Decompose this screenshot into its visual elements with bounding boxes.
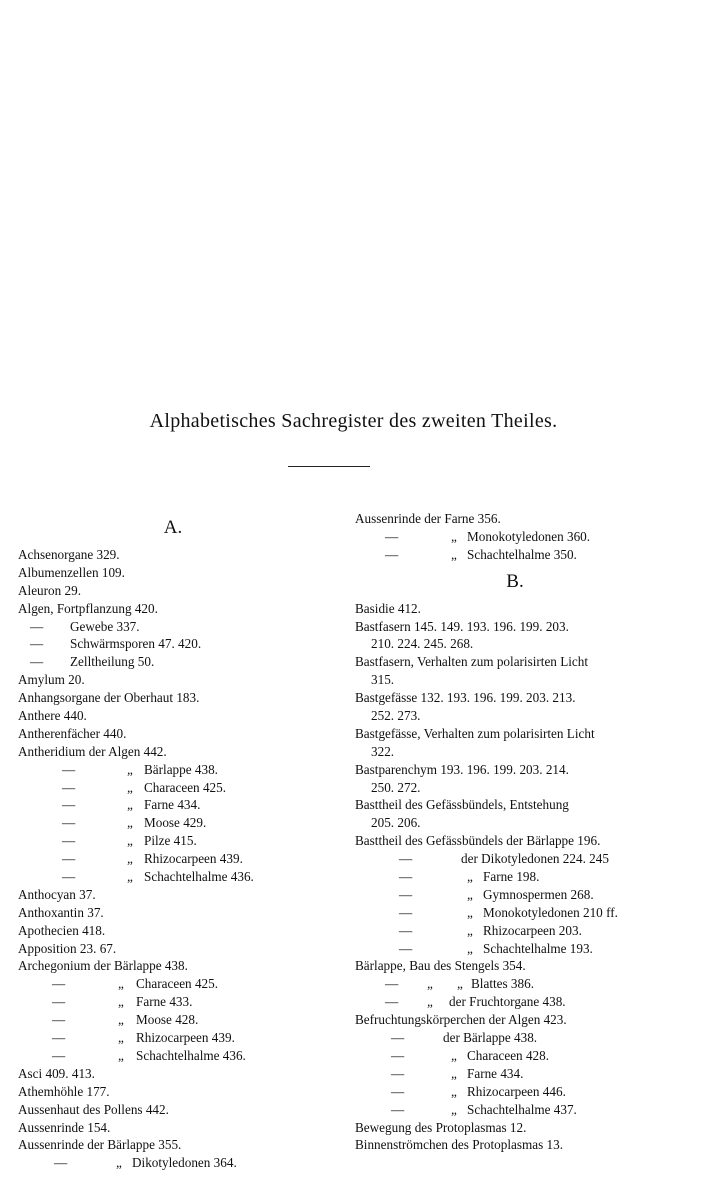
dash-mark: —	[385, 528, 399, 544]
index-subentry	[355, 975, 690, 993]
right-column	[355, 510, 690, 1154]
subentry-text: Farne 198.	[483, 869, 540, 885]
left-column	[18, 510, 338, 1172]
index-subentry	[18, 814, 338, 832]
subentry-text: Gymnospermen 268.	[483, 886, 594, 902]
index-subentry	[355, 1083, 690, 1101]
dash-mark: —	[62, 869, 76, 885]
dash-mark: —	[30, 636, 44, 652]
index-subentry	[355, 993, 690, 1011]
dash-mark: —	[391, 1030, 405, 1046]
index-entry: Anthere 440.	[18, 708, 87, 724]
ditto-mark: „	[451, 1101, 457, 1117]
index-entry: Befruchtungskörperchen der Algen 423.	[355, 1012, 567, 1028]
ditto-mark: „	[467, 922, 473, 938]
index-subentry	[18, 832, 338, 850]
index-subentry	[355, 1101, 690, 1119]
index-subentry	[18, 1047, 338, 1065]
index-entry: Aussenrinde der Farne 356.	[355, 511, 501, 526]
subentry-text: Characeen 425.	[136, 976, 219, 992]
subentry-text: Dikotyledonen 364.	[132, 1155, 237, 1171]
ditto-mark: „	[451, 528, 457, 544]
index-entry: Basidie 412.	[355, 600, 421, 616]
index-entry: Basttheil des Gefässbündels, Entstehung	[355, 797, 569, 813]
dash-mark: —	[52, 1047, 66, 1063]
index-subentry	[18, 850, 338, 868]
index-entry: Anthoxantin 37.	[18, 904, 104, 920]
subentry-text: Pilze 415.	[144, 833, 197, 849]
index-subentry	[355, 850, 690, 868]
index-subentry	[355, 904, 690, 922]
ditto-mark: „	[451, 546, 457, 562]
index-entry: Amylum 20.	[18, 672, 85, 688]
index-entry: Anthocyan 37.	[18, 886, 96, 902]
index-entry: Apposition 23. 67.	[18, 940, 117, 956]
dash-mark: —	[54, 1155, 68, 1171]
index-subentry	[355, 886, 690, 904]
subentry-text: Schachtelhalme 193.	[483, 940, 593, 956]
index-subentry	[18, 796, 338, 814]
dash-mark: —	[62, 761, 76, 777]
ditto-mark: „	[467, 940, 473, 956]
subentry-text: Schachtelhalme 437.	[467, 1101, 577, 1117]
ditto-mark: „	[118, 994, 124, 1010]
index-entry: Basttheil des Gefässbündels der Bärlappe 196.	[355, 833, 601, 849]
dash-mark: —	[62, 833, 76, 849]
subentry-text: Rhizocarpeen 439.	[136, 1030, 235, 1046]
dash-mark: —	[62, 815, 76, 831]
dash-mark: —	[391, 1065, 405, 1081]
subentry-text: Rhizocarpeen 203.	[483, 922, 582, 938]
index-subentry	[18, 618, 338, 636]
index-subentry	[18, 1029, 338, 1047]
ditto-mark: „	[118, 1012, 124, 1028]
index-entry: Apothecien 418.	[18, 922, 106, 938]
index-subentry	[18, 993, 338, 1011]
dash-mark: —	[399, 851, 413, 867]
index-entry: Bastfasern, Verhalten zum polarisirten Licht	[355, 654, 589, 670]
index-entry-continuation: 315.	[371, 672, 395, 688]
section-letter-a: A.	[163, 517, 183, 538]
subentry-text: Farne 433.	[136, 994, 193, 1010]
index-entry-continuation: 205. 206.	[371, 815, 421, 831]
ditto-mark: „	[127, 851, 133, 867]
ditto-mark: „	[127, 779, 133, 795]
subentry-text: Gewebe 337.	[70, 618, 140, 634]
dash-mark: —	[391, 1047, 405, 1063]
subentry-text: Schachtelhalme 350.	[467, 546, 577, 562]
index-entry: Anhangsorgane der Oberhaut 183.	[18, 690, 200, 706]
subentry-text: der Fruchtorgane 438.	[449, 994, 566, 1010]
subentry-text: Farne 434.	[144, 797, 201, 813]
index-subentry	[18, 761, 338, 779]
subentry-text: Blattes 386.	[471, 976, 535, 992]
index-entry: Achsenorgane 329.	[18, 547, 120, 562]
index-entry: Athemhöhle 177.	[18, 1083, 110, 1099]
ditto-mark: „	[451, 1065, 457, 1081]
subentry-text: Moose 428.	[136, 1012, 199, 1028]
subentry-text: Characeen 428.	[467, 1047, 550, 1063]
section-letter-b: B.	[506, 570, 524, 592]
index-subentry	[355, 1029, 690, 1047]
dash-mark: —	[399, 922, 413, 938]
index-subentry	[355, 922, 690, 940]
ditto-mark: „	[467, 886, 473, 902]
ditto-mark: „	[127, 833, 133, 849]
ditto-mark: „	[127, 869, 133, 885]
dash-mark: —	[52, 1012, 66, 1028]
ditto-mark: „	[457, 976, 463, 992]
index-subentry	[18, 635, 338, 653]
index-entry-continuation: 252. 273.	[371, 708, 421, 724]
ditto-mark: „	[118, 1030, 124, 1046]
index-entry: Antherenfächer 440.	[18, 725, 127, 741]
index-entry: Asci 409. 413.	[18, 1065, 95, 1081]
index-entry: Albumenzellen 109.	[18, 564, 125, 580]
index-subentry	[355, 1065, 690, 1083]
subentry-text: Schachtelhalme 436.	[144, 869, 254, 885]
subentry-text: Schwärmsporen 47. 420.	[70, 636, 202, 652]
subentry-text: Monokotyledonen 210 ff.	[483, 904, 618, 920]
subentry-text: Monokotyledonen 360.	[467, 528, 591, 544]
subentry-text: Farne 434.	[467, 1065, 524, 1081]
ditto-mark: „	[118, 976, 124, 992]
ditto-mark: „	[427, 994, 433, 1010]
ditto-mark: „	[127, 761, 133, 777]
index-entry: Bastfasern 145. 149. 193. 196. 199. 203.	[355, 618, 569, 634]
ditto-mark: „	[467, 904, 473, 920]
index-entry: Aleuron 29.	[18, 582, 81, 598]
dash-mark: —	[52, 976, 66, 992]
ditto-mark: „	[467, 869, 473, 885]
index-entry: Bastgefässe, Verhalten zum polarisirten Licht	[355, 725, 595, 741]
ditto-mark: „	[451, 1047, 457, 1063]
index-subentry	[18, 653, 338, 671]
dash-mark: —	[385, 994, 399, 1010]
dash-mark: —	[52, 1030, 66, 1046]
dash-mark: —	[62, 779, 76, 795]
dash-mark: —	[399, 869, 413, 885]
dash-mark: —	[391, 1101, 405, 1117]
dash-mark: —	[399, 940, 413, 956]
subentry-text: Characeen 425.	[144, 779, 227, 795]
index-subentry	[18, 868, 338, 886]
index-entry-continuation: 322.	[371, 743, 395, 759]
subentry-text: Moose 429.	[144, 815, 207, 831]
index-entry: Aussenrinde der Bärlappe 355.	[18, 1137, 182, 1153]
index-entry: Antheridium der Algen 442.	[18, 743, 167, 759]
dash-mark: —	[30, 654, 44, 670]
index-entry: Binnenströmchen des Protoplasmas 13.	[355, 1137, 564, 1153]
subentry-text: Zelltheilung 50.	[70, 654, 155, 670]
ditto-mark: „	[116, 1155, 122, 1171]
ditto-mark: „	[127, 815, 133, 831]
subentry-text: Schachtelhalme 436.	[136, 1047, 246, 1063]
index-subentry	[355, 546, 690, 564]
index-subentry	[355, 528, 690, 546]
index-entry-continuation: 210. 224. 245. 268.	[371, 636, 474, 652]
subentry-text: der Bärlappe 438.	[443, 1030, 538, 1046]
index-entry: Aussenrinde 154.	[18, 1119, 111, 1135]
ditto-mark: „	[427, 976, 433, 992]
dash-mark: —	[385, 976, 399, 992]
dash-mark: —	[385, 546, 399, 562]
index-entry: Algen, Fortpflanzung 420.	[18, 600, 158, 616]
ditto-mark: „	[451, 1083, 457, 1099]
index-subentry	[18, 975, 338, 993]
subentry-text: Rhizocarpeen 439.	[144, 851, 243, 867]
dash-mark: —	[52, 994, 66, 1010]
ditto-mark: „	[118, 1047, 124, 1063]
index-entry: Bewegung des Protoplasmas 12.	[355, 1119, 527, 1135]
dash-mark: —	[62, 797, 76, 813]
index-subentry	[355, 940, 690, 958]
index-subentry	[18, 779, 338, 797]
index-subentry	[355, 1047, 690, 1065]
title-rule	[288, 466, 370, 467]
index-entry-continuation: 250. 272.	[371, 779, 421, 795]
index-subentry	[18, 1011, 338, 1029]
dash-mark: —	[391, 1083, 405, 1099]
index-entry: Bärlappe, Bau des Stengels 354.	[355, 958, 526, 974]
index-entry: Bastparenchym 193. 196. 199. 203. 214.	[355, 761, 569, 777]
dash-mark: —	[399, 886, 413, 902]
ditto-mark: „	[127, 797, 133, 813]
dash-mark: —	[30, 618, 44, 634]
subentry-text: Rhizocarpeen 446.	[467, 1083, 566, 1099]
index-subentry	[355, 868, 690, 886]
index-entry: Bastgefässe 132. 193. 196. 199. 203. 213.	[355, 690, 576, 706]
index-entry: Aussenhaut des Pollens 442.	[18, 1101, 169, 1117]
index-entry: Archegonium der Bärlappe 438.	[18, 958, 188, 974]
dash-mark: —	[62, 851, 76, 867]
dash-mark: —	[399, 904, 413, 920]
subentry-text: Bärlappe 438.	[144, 761, 218, 777]
index-subentry	[18, 1154, 338, 1172]
subentry-text: der Dikotyledonen 224. 245	[461, 851, 609, 867]
page-title: Alphabetisches Sachregister des zweiten Theiles.	[149, 410, 558, 432]
